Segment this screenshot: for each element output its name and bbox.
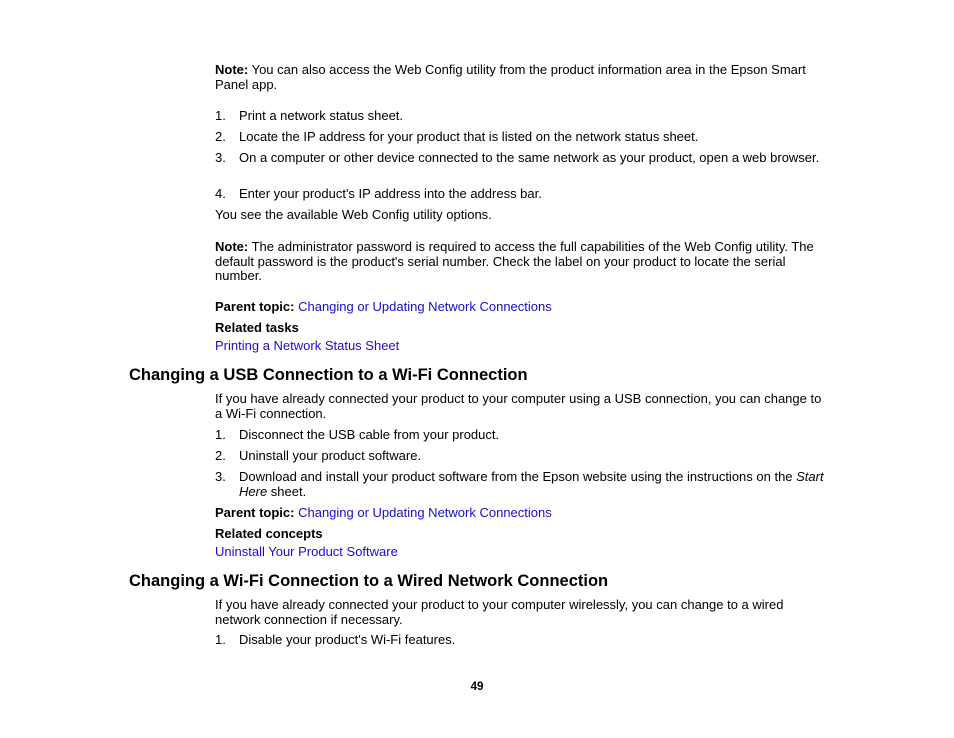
parent-topic-link[interactable]: Changing or Updating Network Connections: [298, 299, 552, 314]
section-heading: Changing a USB Connection to a Wi-Fi Connection: [129, 366, 528, 384]
related-concepts-heading: Related concepts: [215, 526, 323, 541]
related-concept-link[interactable]: Uninstall Your Product Software: [215, 544, 398, 559]
parent-topic-label: Parent topic:: [215, 299, 295, 314]
related-task-link[interactable]: Printing a Network Status Sheet: [215, 338, 400, 353]
step-number: 1.: [215, 632, 226, 647]
page-number: 49: [470, 681, 484, 693]
step-text: Locate the IP address for your product that is listed on the network status sheet.: [239, 129, 699, 144]
step-number: 4.: [215, 186, 226, 201]
step-number: 3.: [215, 469, 226, 484]
note-text: The administrator password is required to access the full capabilities of the Web Config utility. The default password is the product's serial number. Check the label on your product to locate the serial number.: [215, 239, 814, 283]
step-number: 1.: [215, 108, 226, 123]
related-link-container: [215, 339, 825, 354]
section-intro: If you have already connected your product to your computer wirelessly, you can change to a wired network connection if necessary.: [215, 597, 784, 627]
section-heading: Changing a Wi-Fi Connection to a Wired Network Connection: [129, 572, 609, 590]
parent-topic: [215, 506, 825, 521]
note-label: Note:: [215, 239, 249, 254]
note-paragraph: [215, 240, 825, 284]
note-text: You can also access the Web Config utility from the product information area in the Epson Smart Panel app.: [215, 62, 806, 92]
step-text: Enter your product's IP address into the address bar.: [239, 186, 542, 201]
note-paragraph: [215, 63, 825, 92]
italic-doc-title: Start Here: [239, 469, 824, 499]
parent-topic-link[interactable]: Changing or Updating Network Connections: [298, 505, 552, 520]
step-text: On a computer or other device connected to the same network as your product, open a web browser.: [239, 150, 820, 165]
parent-topic: [215, 300, 825, 315]
step-number: 1.: [215, 427, 226, 442]
step-number: 3.: [215, 150, 226, 165]
result-text: You see the available Web Config utility options.: [215, 207, 492, 222]
section-intro: If you have already connected your product to your computer using a USB connection, you can change to a Wi-Fi connection.: [215, 391, 822, 421]
step-text: Download and install your product software from the Epson website using the instructions on the Start Here sheet.: [239, 469, 824, 499]
parent-topic-label: Parent topic:: [215, 505, 295, 520]
step-number: 2.: [215, 448, 226, 463]
related-tasks-heading: Related tasks: [215, 320, 299, 335]
step-text: Disable your product's Wi-Fi features.: [239, 632, 456, 647]
related-link-container: [215, 545, 825, 560]
step-text: Disconnect the USB cable from your product.: [239, 427, 500, 442]
note-label: Note:: [215, 62, 249, 77]
step-number: 2.: [215, 129, 226, 144]
step-text: Print a network status sheet.: [239, 108, 404, 123]
step-text: Uninstall your product software.: [239, 448, 422, 463]
